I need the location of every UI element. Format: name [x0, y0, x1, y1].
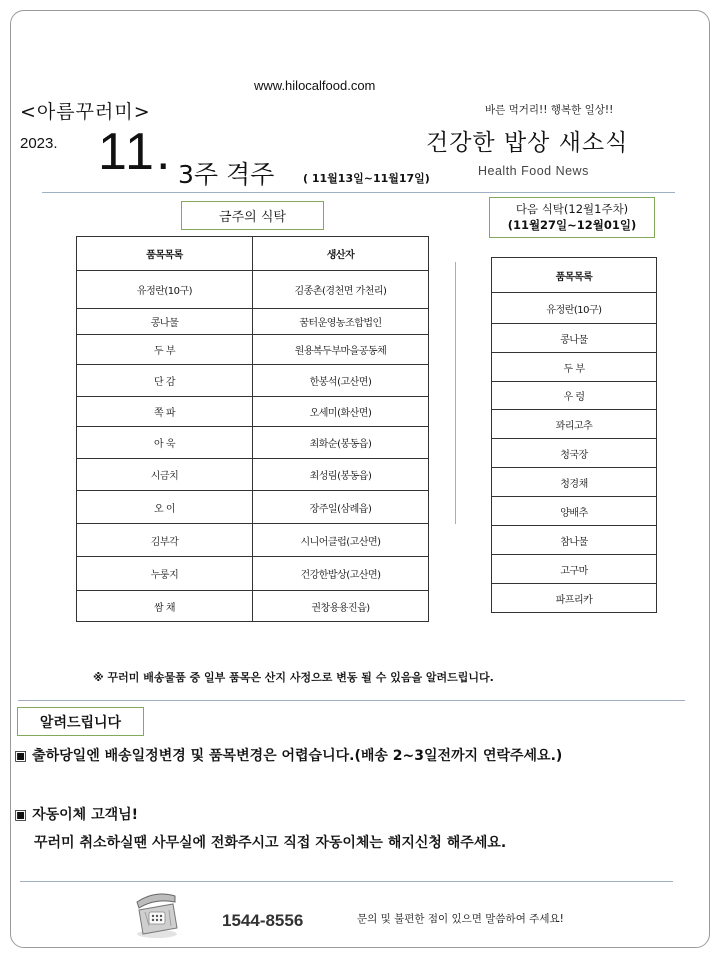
item-cell: 쪽 파 — [77, 397, 253, 427]
producer-cell: 한봉석(고산면) — [253, 365, 429, 397]
item-cell: 누룽지 — [77, 557, 253, 591]
item-cell: 양배추 — [492, 497, 657, 526]
producer-cell: 장주일(삼례읍) — [253, 491, 429, 524]
table-row — [77, 591, 429, 622]
date-range: ( 11월13일~11월17일) — [303, 172, 430, 185]
next-week-label — [489, 197, 655, 238]
announcement-item-2-body: 꾸러미 취소하실땐 사무실에 전화주시고 직접 자동이체는 해지신청 해주세요. — [34, 835, 507, 851]
website-url[interactable]: www.hilocalfood.com — [254, 78, 376, 93]
item-cell: 참나물 — [492, 526, 657, 555]
producer-cell: 김종촌(경천면 가천리) — [253, 271, 429, 309]
item-cell: 두 부 — [77, 335, 253, 365]
bullet-square-icon: ▣ — [14, 807, 28, 823]
table-row — [492, 468, 657, 497]
inquiry-text: 문의 및 불편한 점이 있으면 말씀하여 주세요! — [357, 913, 564, 925]
phone-number[interactable]: 1544-8556 — [222, 911, 304, 930]
substitution-notice: ※ 꾸러미 배송물품 중 일부 품목은 산지 사정으로 변동 될 수 있음을 알려드립니다. — [93, 671, 494, 684]
next-week-label-line1: 다음 식탁(12월1주차) — [515, 201, 629, 216]
producer-cell: 오세미(화산면) — [253, 397, 429, 427]
table-row — [77, 557, 429, 591]
item-cell: 김부각 — [77, 524, 253, 557]
table-row — [492, 584, 657, 613]
table-row — [77, 524, 429, 557]
bullet-square-icon: ▣ — [14, 748, 28, 764]
item-cell: 오 이 — [77, 491, 253, 524]
this-week-table — [76, 236, 429, 622]
week-label: 3주 격주 — [178, 160, 275, 189]
announcement-item-2-title-text: 자동이체 고객님! — [32, 807, 139, 823]
producer-cell: 원용복두부마을공동체 — [253, 335, 429, 365]
item-cell: 쌈 채 — [77, 591, 253, 622]
year: 2023. — [20, 135, 58, 152]
announcement-item-1 — [14, 745, 562, 765]
item-cell: 청국장 — [492, 439, 657, 468]
item-cell: 유정란(10구) — [77, 271, 253, 309]
producer-cell: 시니어클럽(고산면) — [253, 524, 429, 557]
header-divider — [42, 192, 675, 193]
item-cell: 유정란(10구) — [492, 293, 657, 324]
table-row — [492, 382, 657, 410]
item-cell: 우 렁 — [492, 382, 657, 410]
column-divider — [455, 262, 456, 524]
brand-name: <아름꾸러미> — [20, 101, 151, 123]
table-row — [492, 526, 657, 555]
item-cell: 청경채 — [492, 468, 657, 497]
table-row — [77, 397, 429, 427]
producer-cell: 최화순(봉동읍) — [253, 427, 429, 459]
table-row — [492, 497, 657, 526]
producer-cell: 건강한밥상(고산면) — [253, 557, 429, 591]
item-cell: 파프리카 — [492, 584, 657, 613]
announcements-label: 알려드립니다 — [17, 707, 144, 736]
table-row — [77, 365, 429, 397]
item-cell: 콩나물 — [492, 324, 657, 353]
announcement-item-2-title — [14, 804, 138, 824]
footer-divider — [20, 881, 673, 882]
table-row — [77, 309, 429, 335]
table-row — [77, 491, 429, 524]
column-header-producer: 생산자 — [253, 237, 429, 271]
this-week-label: 금주의 식탁 — [181, 201, 324, 230]
next-week-label-line2: (11월27일~12월01일) — [507, 217, 637, 232]
item-cell: 두 부 — [492, 353, 657, 382]
notice-divider — [18, 700, 685, 701]
table-row — [492, 555, 657, 584]
item-cell: 콩나물 — [77, 309, 253, 335]
producer-cell: 최성림(봉동읍) — [253, 459, 429, 491]
news-title: 건강한 밥상 새소식 — [426, 130, 629, 156]
table-row — [77, 335, 429, 365]
item-cell: 단 감 — [77, 365, 253, 397]
item-cell: 시금치 — [77, 459, 253, 491]
telephone-icon — [133, 888, 181, 940]
table-row — [492, 324, 657, 353]
table-row — [492, 410, 657, 439]
column-header-items: 품목목록 — [492, 258, 657, 293]
news-subtitle: Health Food News — [478, 164, 589, 178]
item-cell: 아 욱 — [77, 427, 253, 459]
producer-cell: 꿈터운영농조합법인 — [253, 309, 429, 335]
table-row — [77, 427, 429, 459]
table-row — [492, 439, 657, 468]
announcement-item-1-text: 출하당일엔 배송일정변경 및 품목변경은 어렵습니다.(배송 2~3일전까지 연락주세요.) — [32, 748, 563, 764]
slogan: 바른 먹거리!! 행복한 일상!! — [485, 104, 614, 116]
table-row — [492, 353, 657, 382]
item-cell: 고구마 — [492, 555, 657, 584]
table-row — [492, 293, 657, 324]
table-row — [77, 271, 429, 309]
next-week-table — [491, 257, 657, 613]
column-header-items: 품목목록 — [77, 237, 253, 271]
month: 11. — [98, 123, 173, 181]
table-row — [77, 459, 429, 491]
producer-cell: 권창용용진읍) — [253, 591, 429, 622]
item-cell: 꽈리고추 — [492, 410, 657, 439]
